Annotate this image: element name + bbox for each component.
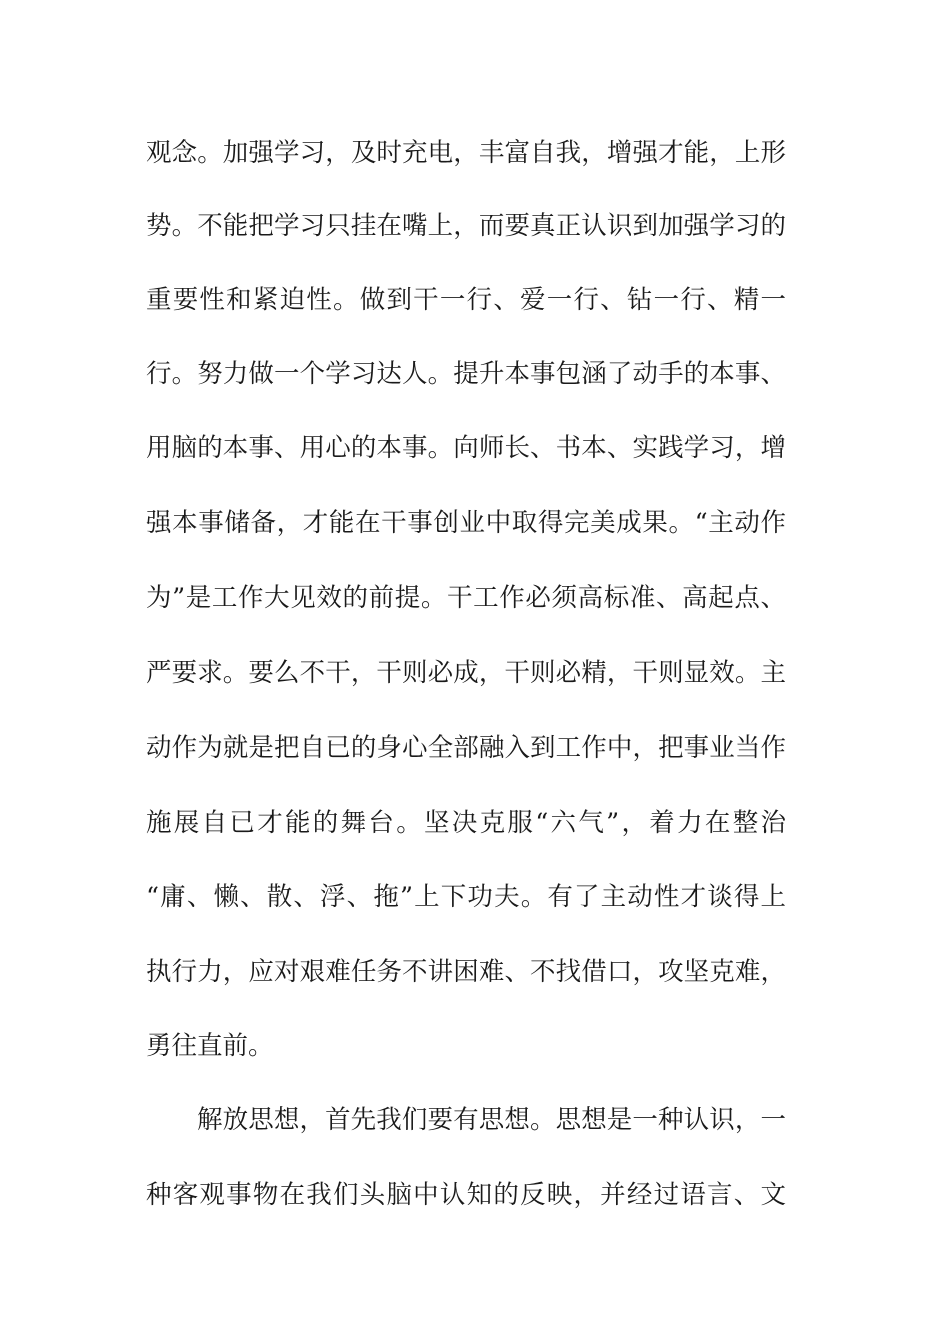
text-line: 动作为就是把自已的身心全部融入到工作中，把事业当作 [146, 733, 786, 763]
text-line: 为”是工作大见效的前提。干工作必须高标准、高起点、 [146, 583, 786, 613]
text-line: 强本事储备，才能在干事创业中取得完美成果。“主动作 [146, 508, 786, 538]
text-line: 用脑的本事、用心的本事。向师长、书本、实践学习，增 [146, 433, 786, 463]
text-line: 行。努力做一个学习达人。提升本事包涵了动手的本事、 [146, 359, 786, 389]
text-line: 种客观事物在我们头脑中认知的反映，并经过语言、文 [146, 1180, 786, 1210]
text-line: 勇往直前。 [146, 1031, 274, 1061]
text-line: 施展自已才能的舞台。坚决克服“六气”，着力在整治 [146, 808, 786, 838]
text-line: 重要性和紧迫性。做到干一行、爱一行、钻一行、精一 [146, 285, 786, 315]
paragraph-first-line: 解放思想，首先我们要有思想。思想是一种认识，一 [197, 1105, 786, 1135]
text-line: 执行力，应对艰难任务不讲困难、不找借口，攻坚克难， [146, 957, 786, 987]
text-line: 观念。加强学习，及时充电，丰富自我，增强才能，上形 [146, 138, 786, 168]
text-line: “庸、懒、散、浮、拖”上下功夫。有了主动性才谈得上 [146, 882, 786, 912]
text-line: 势。不能把学习只挂在嘴上，而要真正认识到加强学习的 [146, 211, 786, 241]
text-line: 严要求。要么不干，干则必成，干则必精，干则显效。主 [146, 658, 786, 688]
